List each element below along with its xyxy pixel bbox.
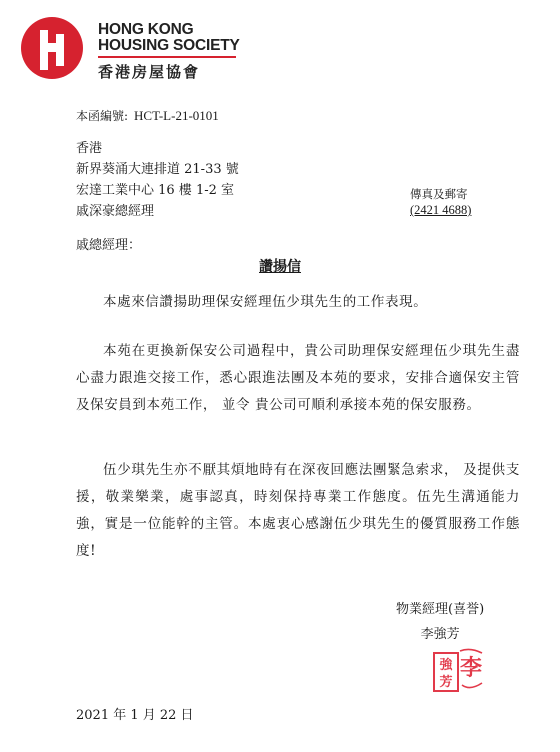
hk-housing-society-logo-icon <box>20 16 84 80</box>
delivery-method <box>410 186 471 218</box>
signature-block <box>396 597 484 647</box>
salutation: 戚總經理： <box>76 238 142 253</box>
recipient-line: 戚深豪總經理 <box>76 204 155 219</box>
body-paragraph-3: 伍少琪先生亦不厭其煩地時有在深夜回應法團緊急索求， 及提供支援，敬業樂業，處事認真，時刻保持專業工作態度。伍先生溝通能力強，實是一位能幹的主管。本處衷心感謝伍少琪先生的優質服務工作態度! <box>76 462 520 559</box>
signature-seal-icon <box>430 645 486 695</box>
org-name-zh: 香港房屋協會 <box>98 63 201 81</box>
fax-number: (2421 4688) <box>410 203 472 217</box>
body-paragraph-1: 本處來信讚揚助理保安經理伍少琪先生的工作表現。 <box>103 294 428 310</box>
recipient-line: 香港 <box>76 141 103 156</box>
org-name-en-line2: HOUSING SOCIETY <box>98 37 240 54</box>
recipient-line: 新界葵涌大連排道 21-33 號 <box>76 162 239 177</box>
org-divider <box>98 56 236 58</box>
seal-char: 李 <box>459 656 483 681</box>
org-header <box>98 22 240 82</box>
reference-label: 本函編號: <box>76 109 129 123</box>
org-name-en-line1: HONG KONG <box>98 21 194 38</box>
reference-value: HCT-L-21-0101 <box>134 108 219 123</box>
seal-char: 芳 <box>439 675 453 690</box>
reference-number <box>76 107 219 124</box>
letter-title <box>0 256 560 276</box>
recipient-line: 宏達工業中心 16 樓 1-2 室 <box>76 183 235 198</box>
body-paragraph-2: 本苑在更換新保安公司過程中，貴公司助理保安經理伍少琪先生盡心盡力跟進交接工作，悉心跟進法團及本苑的要求，安排合適保安主管及保安員到本苑工作， 並令 貴公司可順利承接本苑的保安服務。 <box>76 343 520 413</box>
seal-char: 強 <box>439 658 453 673</box>
recipient-address <box>76 138 239 222</box>
letter-title-text: 讚揚信 <box>259 259 301 275</box>
delivery-label: 傳真及郵寄 <box>410 187 468 201</box>
signer-role: 物業經理(喜誉) <box>396 602 485 617</box>
signer-name: 李強芳 <box>420 627 460 642</box>
letter-date: 2021 年 1 月 22 日 <box>76 708 194 723</box>
